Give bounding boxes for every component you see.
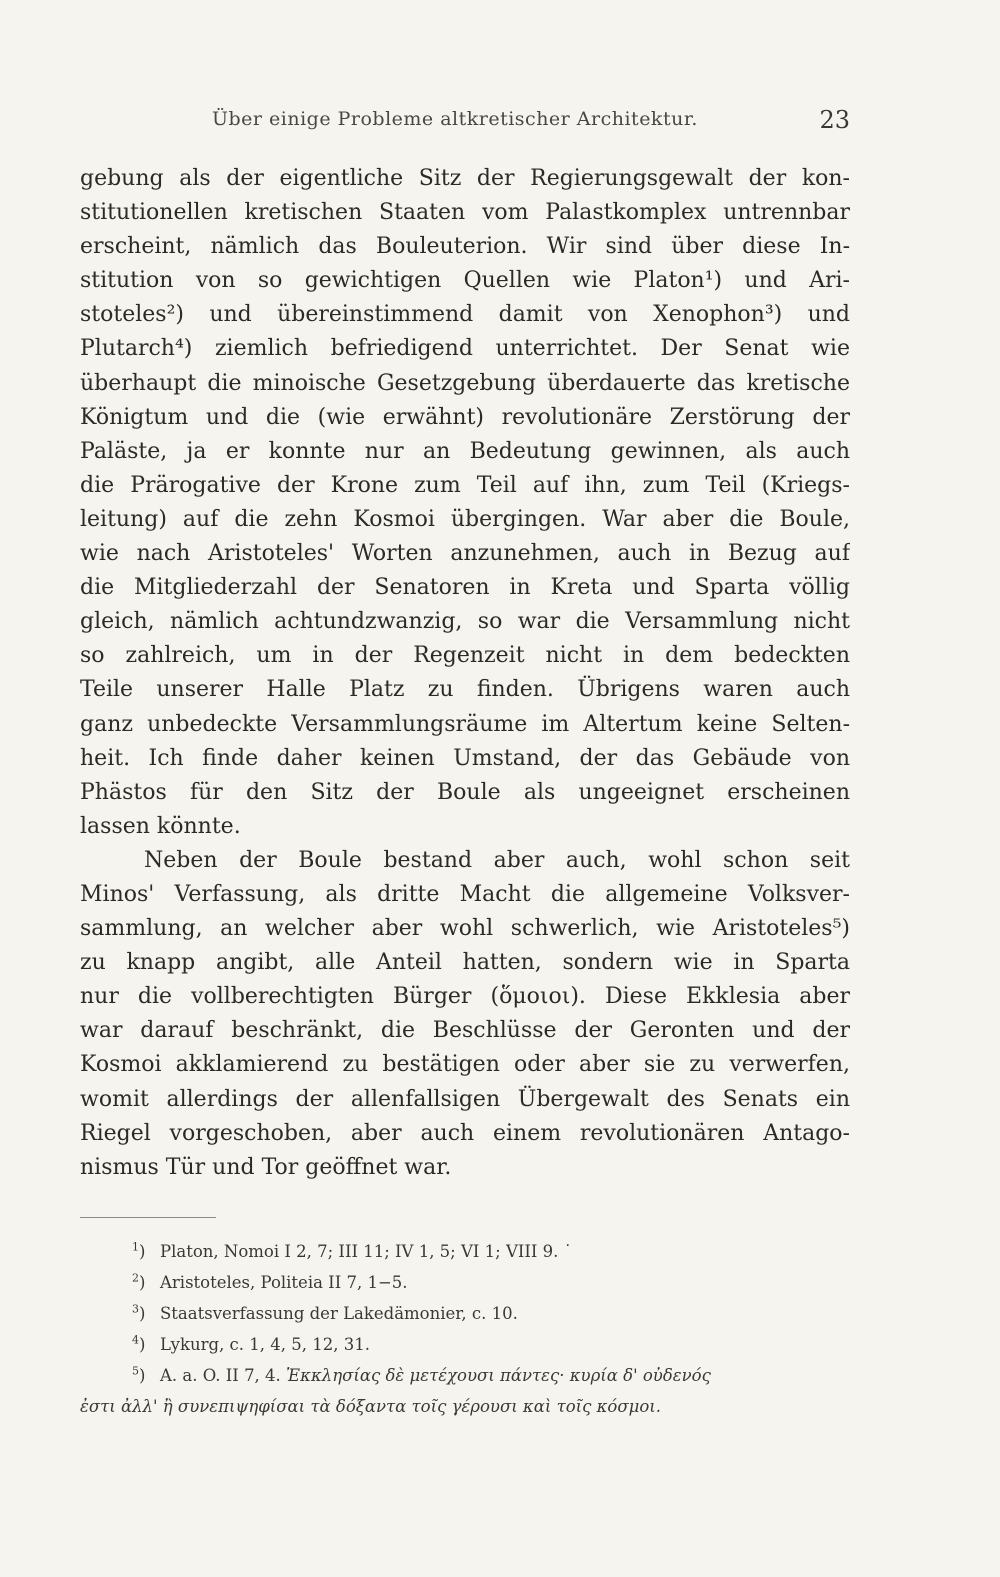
footnote-greek-quote: Ἐκκλησίας δὲ μετέχουσι πάντες· κυρία δ' οὐδενός	[286, 1366, 711, 1385]
footnote-marker: $^1$)	[132, 1240, 146, 1261]
text-line: Minos' Verfassung, als dritte Macht die allgemeine Volksver-	[80, 881, 850, 907]
footnote-5	[80, 1360, 850, 1391]
footnote-text: Platon, Nomoi I 2, 7; III 11; IV 1, 5; VI 1; VIII 9. ˙	[160, 1242, 572, 1261]
running-header	[80, 108, 850, 138]
body-text	[80, 162, 850, 1185]
footnotes	[80, 1236, 850, 1422]
footnote-4	[80, 1329, 850, 1360]
text-line: Teile unserer Halle Platz zu finden. Übrigens waren auch	[80, 677, 850, 703]
text-line: Plutarch⁴) ziemlich befriedigend unterrichtet. Der Senat wie	[80, 336, 850, 362]
text-line: die Prärogative der Krone zum Teil auf ihn, zum Teil (Kriegs-	[80, 472, 850, 498]
text-line: stitutionellen kretischen Staaten vom Palastkomplex untrennbar	[80, 200, 850, 226]
text-line: leitung) auf die zehn Kosmoi übergingen. War aber die Boule,	[80, 506, 850, 532]
text-line: Riegel vorgeschoben, aber auch einem revolutionären Antago-	[80, 1120, 850, 1146]
footnote-marker: $^2$)	[132, 1271, 146, 1292]
text-line: gleich, nämlich achtundzwanzig, so war die Versammlung nicht	[80, 609, 850, 635]
text-line: sammlung, an welcher aber wohl schwerlich, wie Aristoteles⁵)	[80, 916, 850, 942]
text-line: zu knapp angibt, alle Anteil hatten, sondern wie in Sparta	[80, 950, 850, 976]
footnote-text: Lykurg, c. 1, 4, 5, 12, 31.	[160, 1335, 370, 1354]
text-line: überhaupt die minoische Gesetzgebung überdauerte das kretische	[80, 370, 850, 396]
text-line: stitution von so gewichtigen Quellen wie Platon¹) und Ari-	[80, 268, 850, 294]
text-line: lassen könnte.	[80, 813, 241, 839]
text-line: ganz unbedeckte Versammlungsräume im Altertum keine Selten-	[80, 711, 850, 737]
text-line: erscheint, nämlich das Bouleuterion. Wir sind über diese In-	[80, 234, 850, 260]
text-line: heit. Ich finde daher keinen Umstand, der das Gebäude von	[80, 745, 850, 771]
text-line: Kosmoi akklamierend zu bestätigen oder aber sie zu verwerfen,	[80, 1052, 850, 1078]
text-line: nur die vollberechtigten Bürger (ὅμοιοι). Diese Ekklesia aber	[80, 984, 850, 1010]
text-line: so zahlreich, um in der Regenzeit nicht in dem bedeckten	[80, 643, 850, 669]
text-line: war darauf beschränkt, die Beschlüsse der Geronten und der	[80, 1018, 850, 1044]
footnote-3	[80, 1298, 850, 1329]
footnote-divider	[80, 1217, 216, 1218]
footnote-1	[80, 1236, 850, 1267]
footnote-marker: $^4$)	[132, 1333, 146, 1354]
text-line: gebung als der eigentliche Sitz der Regierungsgewalt der kon-	[80, 166, 850, 191]
text-line: womit allerdings der allenfallsigen Übergewalt des Senats ein	[80, 1086, 850, 1112]
text-line: Neben der Boule bestand aber auch, wohl schon seit	[144, 847, 850, 873]
text-line: nismus Tür und Tor geöffnet war.	[80, 1154, 452, 1180]
footnote-text: Staatsverfassung der Lakedämonier, c. 10.	[160, 1304, 518, 1323]
text-line: stoteles²) und übereinstimmend damit von Xenophon³) und	[80, 302, 850, 328]
footnote-text: A. a. O. II 7, 4.	[160, 1366, 281, 1385]
footnote-text: Aristoteles, Politeia II 7, 1−5.	[160, 1273, 408, 1292]
text-line: die Mitgliederzahl der Senatoren in Kreta und Sparta völlig	[80, 575, 850, 601]
footnote-5-continuation	[80, 1391, 850, 1422]
footnote-marker: $^3$)	[132, 1302, 146, 1323]
text-line: wie nach Aristoteles' Worten anzunehmen, auch in Bezug auf	[80, 541, 850, 567]
text-line: Phästos für den Sitz der Boule als ungeeignet erscheinen	[80, 779, 850, 805]
running-title: Über einige Probleme altkretischer Architektur.	[212, 108, 698, 130]
footnote-greek-quote: ἐστι ἀλλ' ἢ συνεπιψηφίσαι τὰ δόξαντα τοῖς γέρουσι καὶ τοῖς κόσμοι.	[80, 1397, 662, 1416]
text-line: Königtum und die (wie erwähnt) revolutionäre Zerstörung der	[80, 404, 850, 430]
footnote-marker: $^5$)	[132, 1364, 146, 1385]
page-number: 23	[819, 106, 850, 134]
text-line: Paläste, ja er konnte nur an Bedeutung gewinnen, als auch	[80, 438, 850, 464]
footnote-2	[80, 1267, 850, 1298]
